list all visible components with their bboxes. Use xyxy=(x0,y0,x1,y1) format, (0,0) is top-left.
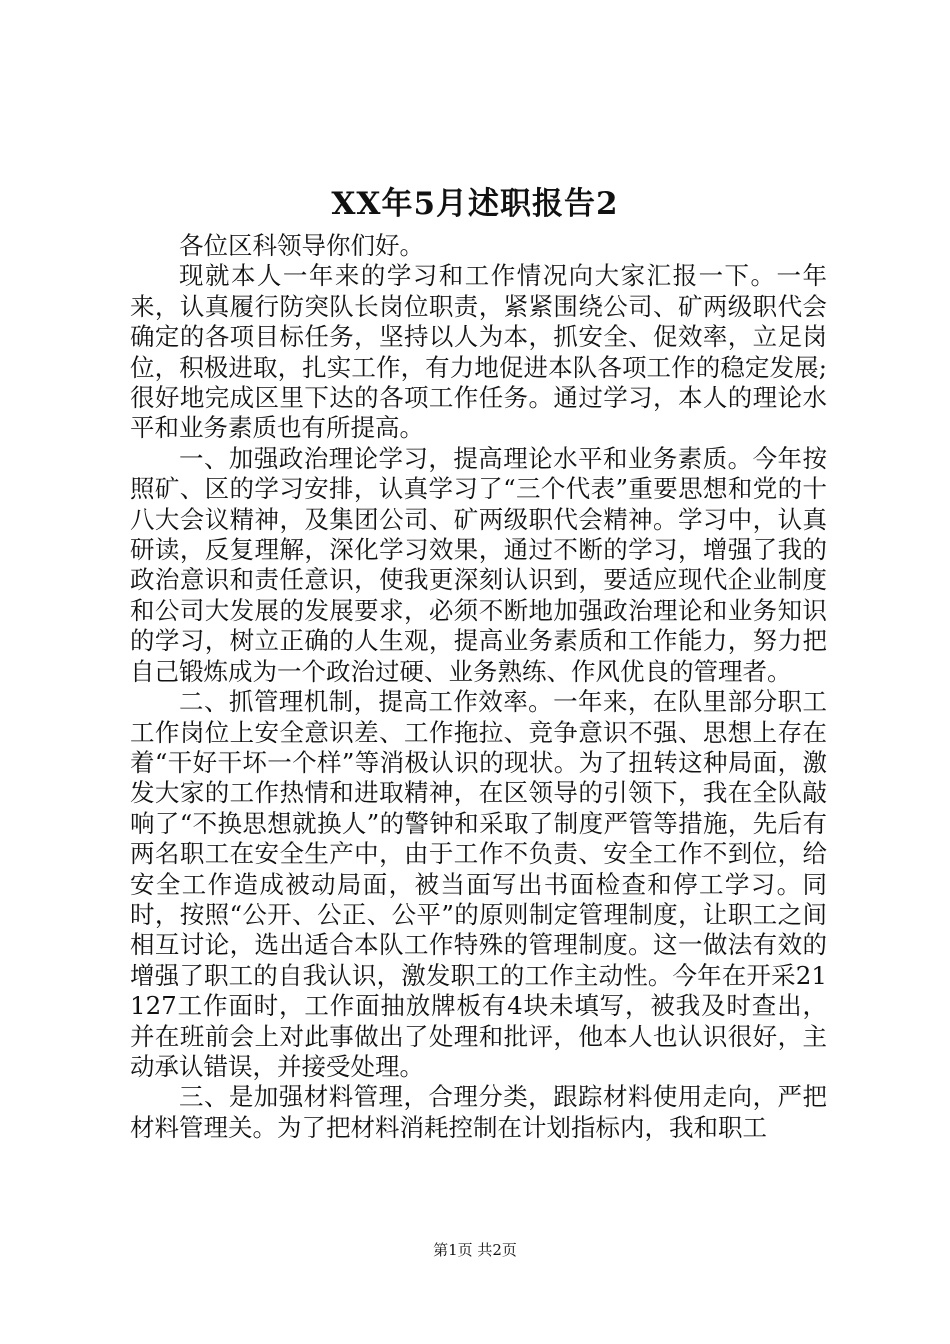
paragraph-greeting: 各位区科领导你们好。 xyxy=(179,231,424,260)
paragraph-section-2: 二、抓管理机制，提高工作效率。一年来，在队里部分职工工作岗位上安全意识差、工作拖拉、竞争意识不强、思想上存在着“干好干坏一个样”等消极认识的现状。为了扭转这种局面，激发大家的工作热情和进取精神，在区领导的引领下，我在全队敲响了“不换思想就换人”的警钟和采取了制度严管等措施，先后有两名职工在安全生产中，由于工作不负责、安全工作不到位，给安全工作造成被动局面，被当面写出书面检查和停工学习。同时，按照“公开、公正、公平”的原则制定管理制度，让职工之间相互讨论，选出适合本队工作特殊的管理制度。这一做法有效的增强了职工的自我认识，激发职工的工作主动性。今年在开采21127工作面时，工作面抽放牌板有4块未填写，被我及时查出，并在班前会上对此事做出了处理和批评，他本人也认识很好，主动承认错误，并接受处理。 xyxy=(130,687,827,1081)
paragraph-intro: 现就本人一年来的学习和工作情况向大家汇报一下。一年来，认真履行防突队长岗位职责，紧紧围绕公司、矿两级职代会确定的各项目标任务，坚持以人为本，抓安全、促效率，立足岗位，积极进取，扎实工作，有力地促进本队各项工作的稳定发展;很好地完成区里下达的各项工作任务。通过学习，本人的理论水平和业务素质也有所提高。 xyxy=(130,261,827,443)
paragraph-section-3: 三、是加强材料管理，合理分类，跟踪材料使用走向，严把材料管理关。为了把材料消耗控制在计划指标内，我和职工 xyxy=(130,1082,827,1142)
paragraph-section-1: 一、加强政治理论学习，提高理论水平和业务素质。今年按照矿、区的学习安排，认真学习了“三个代表”重要思想和党的十八大会议精神，及集团公司、矿两级职代会精神。学习中，认真研读，反复理解，深化学习效果，通过不断的学习，增强了我的政治意识和责任意识，使我更深刻认识到，要适应现代企业制度和公司大发展的发展要求，必须不断地加强政治理论和业务知识的学习，树立正确的人生观，提高业务素质和工作能力，努力把自己锻炼成为一个政治过硬、业务熟练、作风优良的管理者。 xyxy=(130,443,827,686)
document-body xyxy=(130,231,827,1143)
page-number-footer: 第1页 共2页 xyxy=(433,1241,517,1259)
document-title: XX年5月述职报告2 xyxy=(331,186,619,222)
